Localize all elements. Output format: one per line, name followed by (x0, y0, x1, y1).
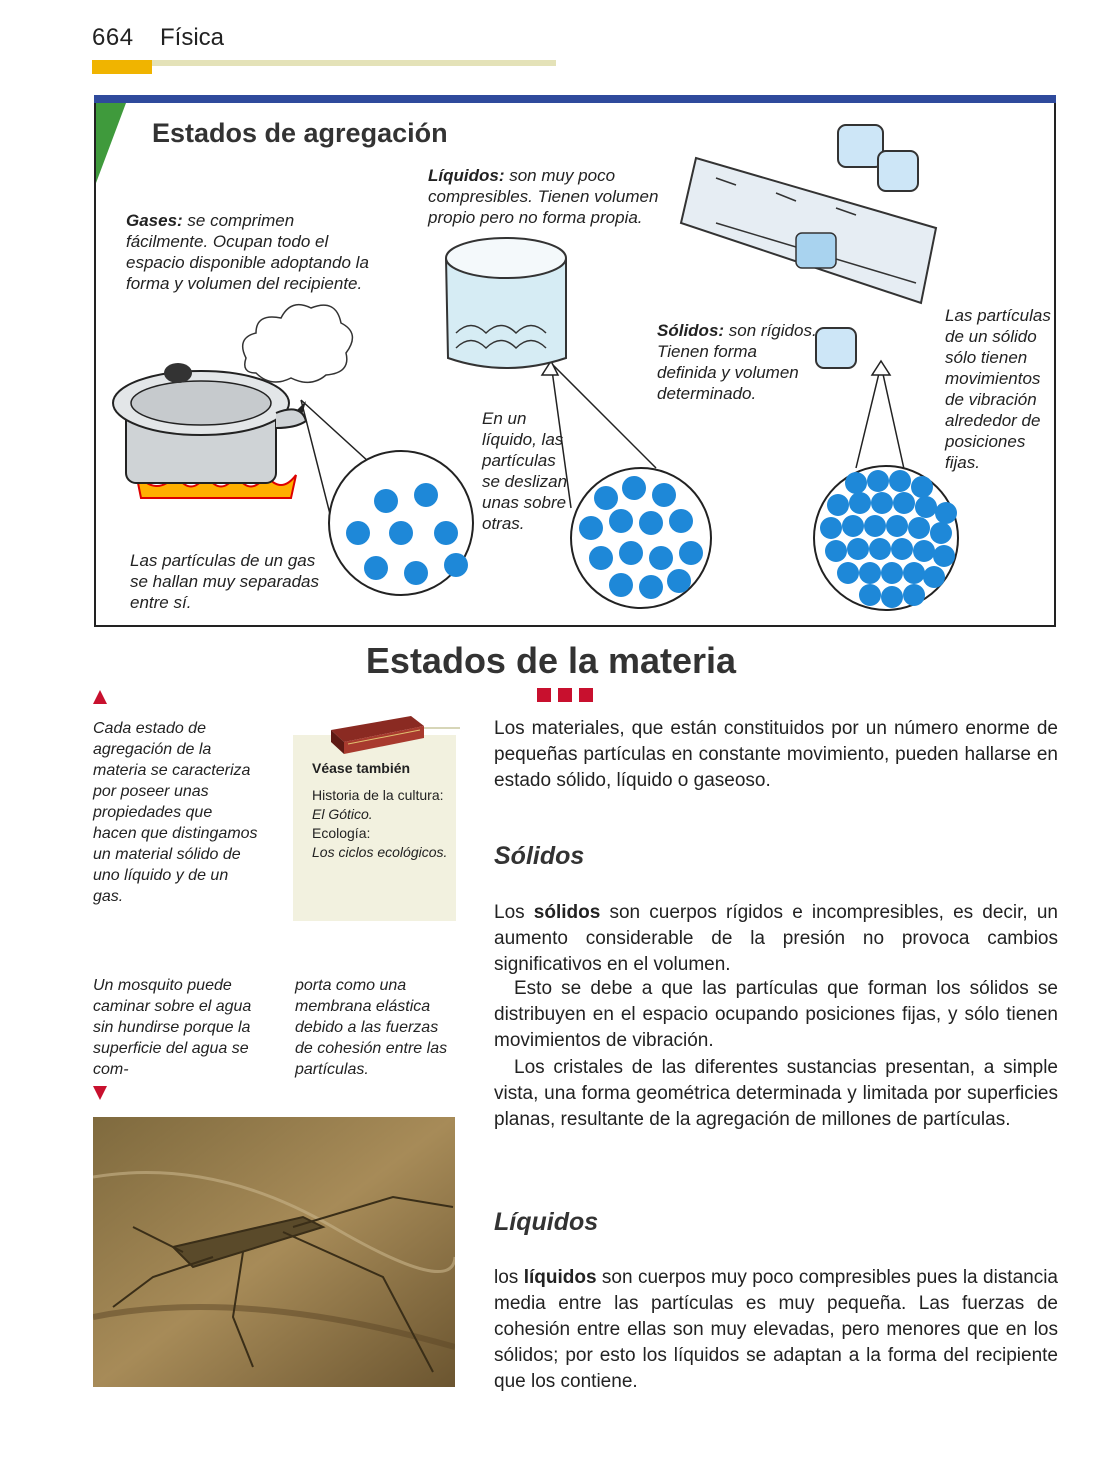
heading-solidos: Sólidos (494, 842, 585, 870)
title-ornament (579, 688, 593, 702)
see-also-link[interactable]: Los ciclos ecológicos. (312, 844, 448, 860)
see-also-link[interactable]: El Gótico. (312, 806, 373, 822)
glass-icon (446, 238, 566, 368)
up-arrow-icon (93, 690, 107, 704)
solid-particles-circle (814, 466, 958, 610)
see-also-category: Ecología: (312, 825, 371, 841)
liquidos-note: Líquidos: son muy poco compresibles. Tienen volumen propio pero no forma propia. (428, 166, 659, 227)
header-accent-bar (92, 60, 152, 74)
see-also-category: Historia de la cultura: (312, 787, 444, 803)
title-ornament (558, 688, 572, 702)
liquidos-paragraph-1: los líquidos son cuerpos muy poco compresibles pues la distancia media entre las partículas es muy pequeña. Las fuerzas de cohesión entre ellas son muy elevadas, pero menores que en los sólidos; por esto los líquidos se adaptan a la forma del recipiente que los contiene. (494, 1267, 1058, 1392)
solidos-paragraph-2: Esto se debe a que las partículas que forman los sólidos se distribuyen en el espacio ocupando posiciones fijas, y sólo tienen movimientos de vibración. (494, 978, 1058, 1051)
see-also-heading: Véase también (312, 760, 411, 776)
section-title: Física (160, 24, 225, 51)
margin-note-mosquito-part1: Un mosquito puede caminar sobre el agua sin hundirse porque la superficie del agua se com- (93, 977, 252, 1078)
pot-icon (113, 363, 306, 498)
liquid-particles-circle (571, 468, 711, 608)
down-arrow-icon (93, 1086, 107, 1100)
margin-note-mosquito-part2: porta como una membrana elástica debido a las fuerzas de cohesión entre las partículas. (295, 977, 448, 1078)
liquid-particles-caption: En un líquido, las partículas se deslizan unas sobre otras. (482, 409, 568, 533)
solidos-paragraph-1: Los sólidos son cuerpos rígidos e incompresibles, es decir, un aumento considerable de la presión no provoca cambios significativos en el volumen. (494, 902, 1058, 975)
gas-particles-circle (329, 451, 473, 595)
book-icon (326, 708, 426, 758)
solidos-paragraph-3: Los cristales de las diferentes sustancias presentan, a simple vista, una forma geométrica determinada y limitada por superficies planas, resultante de la agregación de millones de partículas. (494, 1057, 1058, 1130)
infographic-title: Estados de agregación (152, 118, 448, 148)
gases-note: Gases: se comprimen fácilmente. Ocupan todo el espacio disponible adoptando la forma y volumen del recipiente. (126, 211, 369, 293)
heading-liquidos: Líquidos (494, 1208, 599, 1236)
intro-paragraph: Los materiales, que están constituidos por un número enorme de pequeñas partículas en constante movimiento, pueden hallarse en estado sólido, líquido o gaseoso. (494, 718, 1058, 791)
margin-note-states: Cada estado de agregación de la materia se caracteriza por poseer unas propiedades que hacen que distingamos un material sólido de uno líquido y de un gas. (93, 720, 258, 905)
header-rule (152, 60, 556, 66)
infographic-top-bar (94, 95, 1056, 103)
page-number: 664 (92, 24, 134, 51)
gas-particles-caption: Las partículas de un gas se hallan muy separadas entre sí. (130, 551, 320, 612)
page-title: Estados de la materia (365, 640, 737, 681)
solidos-note: Sólidos: son rígidos. Tienen forma definida y volumen determinado. (657, 321, 817, 403)
title-ornament (537, 688, 551, 702)
solid-particles-caption: Las partículas de un sólido sólo tienen movimientos de vibración alrededor de posiciones fijas. (945, 306, 1051, 472)
see-also-list (312, 786, 452, 862)
steam-icon (243, 305, 353, 383)
water-strider-photo (93, 1117, 455, 1387)
